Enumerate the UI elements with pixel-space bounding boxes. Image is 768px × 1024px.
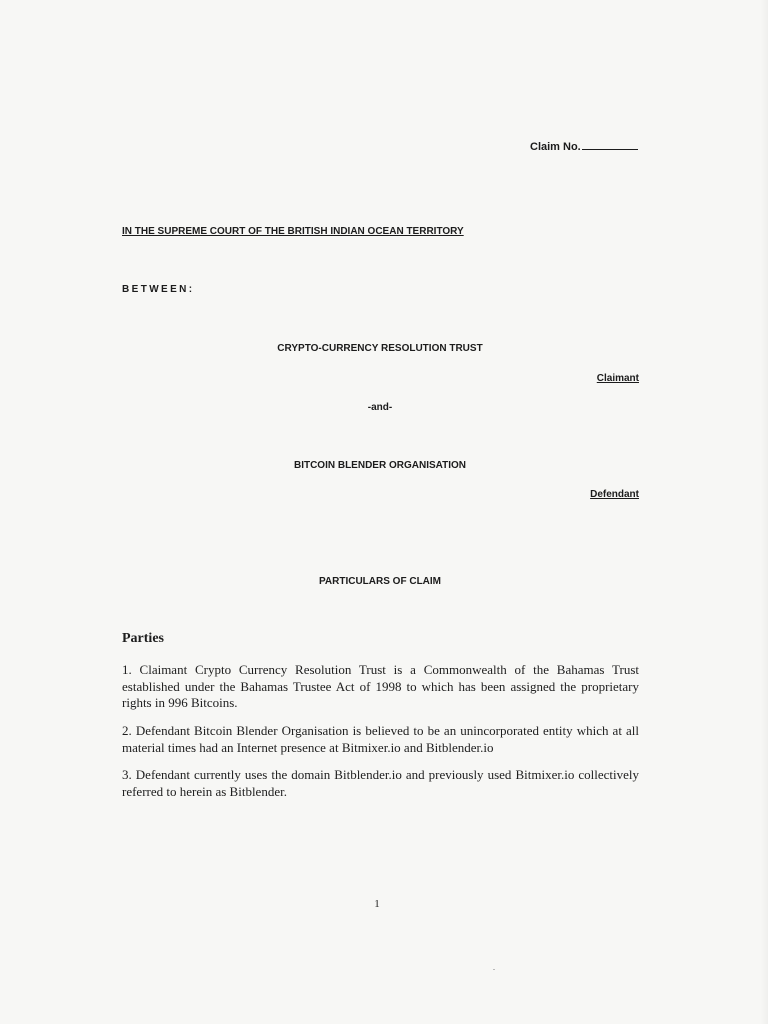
page-number: 1 (374, 898, 380, 910)
scan-edge-shadow (760, 0, 768, 1024)
paragraph-1: 1. Claimant Crypto Currency Resolution Trust is a Commonwealth of the Bahamas Trust established under the Bahamas Trustee Act of 1998 to which has been assigned the proprietary rights in 996 Bitcoins. (122, 662, 639, 710)
claim-number-blank (582, 139, 638, 150)
claimant-role: Claimant (596, 373, 639, 384)
defendant-name: BITCOIN BLENDER ORGANISATION (293, 460, 467, 471)
section-heading-parties: Parties (122, 631, 164, 646)
claim-number-label: Claim No. (530, 141, 581, 153)
scan-speck (493, 969, 495, 970)
between-label: BETWEEN: (122, 284, 195, 295)
document-title: PARTICULARS OF CLAIM (318, 576, 442, 587)
and-separator: -and- (367, 402, 393, 413)
claimant-name: CRYPTO-CURRENCY RESOLUTION TRUST (277, 343, 483, 354)
defendant-role: Defendant (590, 489, 639, 500)
court-title: IN THE SUPREME COURT OF THE BRITISH INDIAN OCEAN TERRITORY (122, 226, 464, 237)
paragraph-2: 2. Defendant Bitcoin Blender Organisation is believed to be an unincorporated entity which at all material times had an Internet presence at Bitmixer.io and Bitblender.io (122, 723, 639, 755)
claim-number-field (530, 139, 638, 153)
paragraph-3: 3. Defendant currently uses the domain Bitblender.io and previously used Bitmixer.io collectively referred to herein as Bitblender. (122, 767, 639, 799)
